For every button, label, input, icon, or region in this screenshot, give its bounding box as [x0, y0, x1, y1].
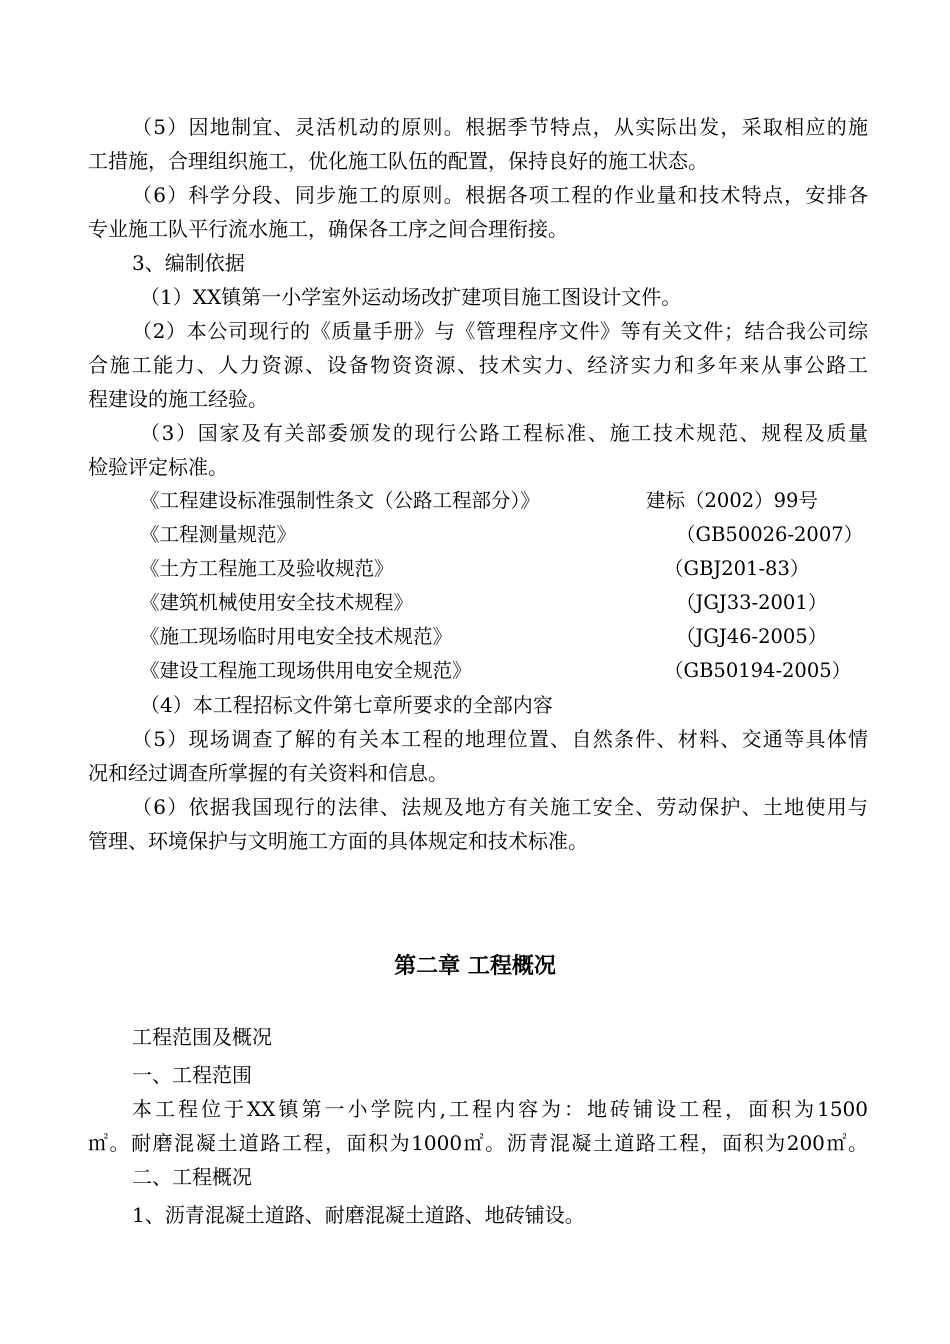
- basis-item-5-line-1: （5）现场调查了解的有关本工程的地理位置、自然条件、材料、交通等具体情: [132, 727, 868, 751]
- standard-title: 《工程测量规范》: [140, 523, 297, 546]
- basis-item-4: （4）本工程招标文件第七章所要求的全部内容: [140, 693, 553, 717]
- basis-item-5-line-2: 况和经过调查所掌握的有关资料和信息。: [88, 761, 448, 785]
- paragraph-6-line-2: 专业施工队平行流水施工，确保各工序之间合理衔接。: [88, 217, 568, 241]
- standard-code: （GBJ201-83）: [664, 557, 810, 580]
- standard-code: （GB50026-2007）: [676, 523, 864, 546]
- standard-code: （JGJ33-2001）: [676, 591, 828, 614]
- standard-title: 《建设工程施工现场供用电安全规范》: [140, 659, 472, 682]
- scope-line-2: ㎡。耐磨混凝土道路工程，面积为1000㎡。沥青混凝土道路工程，面积为200㎡。: [88, 1131, 868, 1155]
- chapter-title: 第二章 工程概况: [394, 954, 556, 979]
- section-heading-basis: 3、编制依据: [132, 251, 245, 275]
- standard-title: 《工程建设标准强制性条文（公路工程部分）》: [140, 489, 540, 512]
- paragraph-6-line-1: （6）科学分段、同步施工的原则。根据各项工程的作业量和技术特点，安排各: [132, 183, 868, 207]
- paragraph-5-line-1: （5）因地制宜、灵活机动的原则。根据季节特点，从实际出发，采取相应的施: [132, 115, 868, 139]
- standard-code: （GB50194-2005）: [664, 659, 852, 682]
- standard-code: 建标（2002）99号: [646, 489, 818, 512]
- basis-item-2-line-2: 合施工能力、人力资源、设备物资资源、技术实力、经济实力和多年来从事公路工: [88, 353, 868, 377]
- standard-title: 《建筑机械使用安全技术规程》: [140, 591, 414, 614]
- standard-title: 《土方工程施工及验收规范》: [140, 557, 394, 580]
- basis-item-2-line-1: （2）本公司现行的《质量手册》与《管理程序文件》等有关文件；结合我公司综: [132, 319, 868, 343]
- scope-line-1: 本工程位于XX镇第一小学院内,工程内容为：地砖铺设工程，面积为1500: [132, 1097, 868, 1121]
- chapter-subtitle: 工程范围及概况: [132, 1025, 272, 1049]
- basis-item-2-line-3: 程建设的施工经验。: [88, 387, 268, 411]
- section-heading-overview: 二、工程概况: [132, 1165, 252, 1189]
- paragraph-5-line-2: 工措施，合理组织施工，优化施工队伍的配置，保持良好的施工状态。: [88, 149, 708, 173]
- standard-code: （JGJ46-2005）: [676, 625, 828, 648]
- overview-line-1: 1、沥青混凝土道路、耐磨混凝土道路、地砖铺设。: [132, 1203, 585, 1227]
- basis-item-6-line-1: （6）依据我国现行的法律、法规及地方有关施工安全、劳动保护、土地使用与: [132, 795, 868, 819]
- standard-title: 《施工现场临时用电安全技术规范》: [140, 625, 453, 648]
- basis-item-3-line-2: 检验评定标准。: [88, 455, 228, 479]
- section-heading-scope: 一、工程范围: [132, 1063, 252, 1087]
- basis-item-3-line-1: （3）国家及有关部委颁发的现行公路工程标准、施工技术规范、规程及质量: [140, 421, 868, 445]
- basis-item-6-line-2: 管理、环境保护与文明施工方面的具体规定和技术标准。: [88, 829, 588, 853]
- basis-item-1: （1）XX镇第一小学室外运动场改扩建项目施工图设计文件。: [140, 285, 682, 309]
